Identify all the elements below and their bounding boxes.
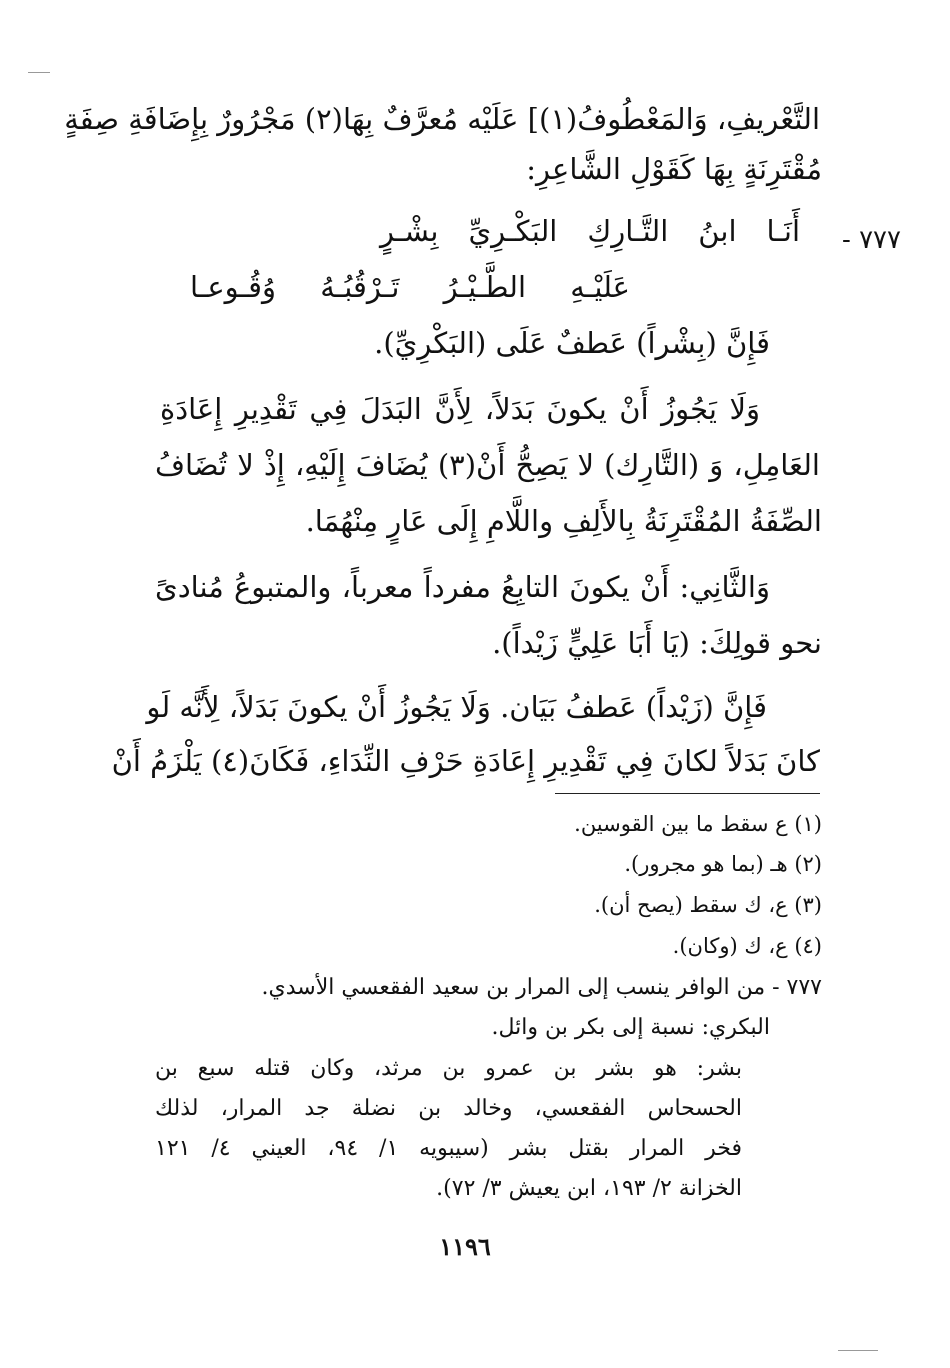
verse-note-line-4: الحسحاس الفقعسي، وخالد بن نضلة جد المرار، لذلك (155, 1096, 742, 1121)
text-line-2: مُقْتَرِنَةٍ بِهَا كَقَوْلِ الشَّاعِرِ: (526, 152, 822, 186)
text-line-4: وَلَا يَجُوزُ أَنْ يكونَ بَدَلاً، لِأَنَّ البَدَلَ فِي تَقْدِيرِ إِعَادَةِ (160, 392, 760, 426)
text-line-9: فَإِنَّ (زَيْداً) عَطفُ بَيَان. وَلَا يَجُوزُ أَنْ يكونَ بَدَلاً، لِأَنَّه لَو (146, 690, 767, 724)
text-line-6: الصِّفَةُ المُقْتَرِنَةُ بِالأَلِفِ واللَّامِ إِلَى عَارٍ مِنْهُمَا. (305, 504, 822, 538)
footnote-2: (٢) هـ (بما هو مجرور). (624, 852, 822, 876)
text-line-7: وَالثَّانِي: أَنْ يكونَ التابِعُ مفرداً معرباً، والمتبوعُ مُنادىً (155, 570, 770, 604)
verse-hemistich-1: أَنَـا ابنُ التَّـارِكِ البَكْـرِيِّ بِشْـرٍ (380, 214, 800, 248)
verse-number: ٧٧٧ - (842, 225, 901, 255)
verse-hemistich-2: عَلَيْـهِ الطَّـيْـرُ تَـرْقُبُـهُ وُقُـوعـا (190, 270, 630, 304)
text-line-3: فَإِنَّ (بِشْراً) عَطفٌ عَلَى (البَكْرِيِّ). (374, 326, 770, 360)
verse-note-line-3: بشر: هو بشر بن عمرو بن مرثد، وكان قتله سبع بن (155, 1056, 742, 1081)
scan-mark (838, 1350, 878, 1351)
scan-mark (28, 72, 50, 73)
footnote-4: (٤) ع، ك (وكان). (672, 934, 822, 958)
text-line-5: العَامِلِ، وَ (التَّارِك) لا يَصِحُّ أَنْ(٣) يُضَافَ إِلَيْهِ، إِذْ لا تُضَافُ (155, 448, 820, 482)
verse-note-line-5: فخر المرار بقتل بشر (سيبويه ١/ ٩٤، العيني ٤/ ١٢١ (155, 1136, 743, 1161)
verse-note-line-6: الخزانة ٢/ ١٩٣، ابن يعيش ٣/ ٧٢). (436, 1176, 742, 1201)
text-line-1: التَّعْريفِ، وَالمَعْطُوفُ(١)] عَلَيْه مُعرَّفٌ بِهَا(٢) مَجْرُورٌ بِإِضَافَةِ صِفَةٍ (64, 102, 820, 136)
footnote-separator (555, 793, 820, 794)
footnote-1: (١) ع سقط ما بين القوسين. (574, 812, 822, 836)
page-number: ١١٩٦ (439, 1232, 491, 1261)
text-line-8: نحو قولِكَ: (يَا أَبَا عَلِيٍّ زَيْداً). (492, 626, 822, 660)
footnote-3: (٣) ع، ك سقط (يصح أن). (594, 893, 822, 917)
verse-note-line-2: البكري: نسبة إلى بكر بن وائل. (491, 1015, 770, 1040)
text-line-10: كانَ بَدَلاً لكانَ فِي تَقْدِيرِ إِعَادَةِ حَرْفِ النِّدَاءِ، فَكَانَ(٤) يَلْزَمُ أَنْ (111, 744, 820, 778)
verse-note-line-1: ٧٧٧ - من الوافر ينسب إلى المرار بن سعيد الفقعسي الأسدي. (261, 975, 822, 1000)
